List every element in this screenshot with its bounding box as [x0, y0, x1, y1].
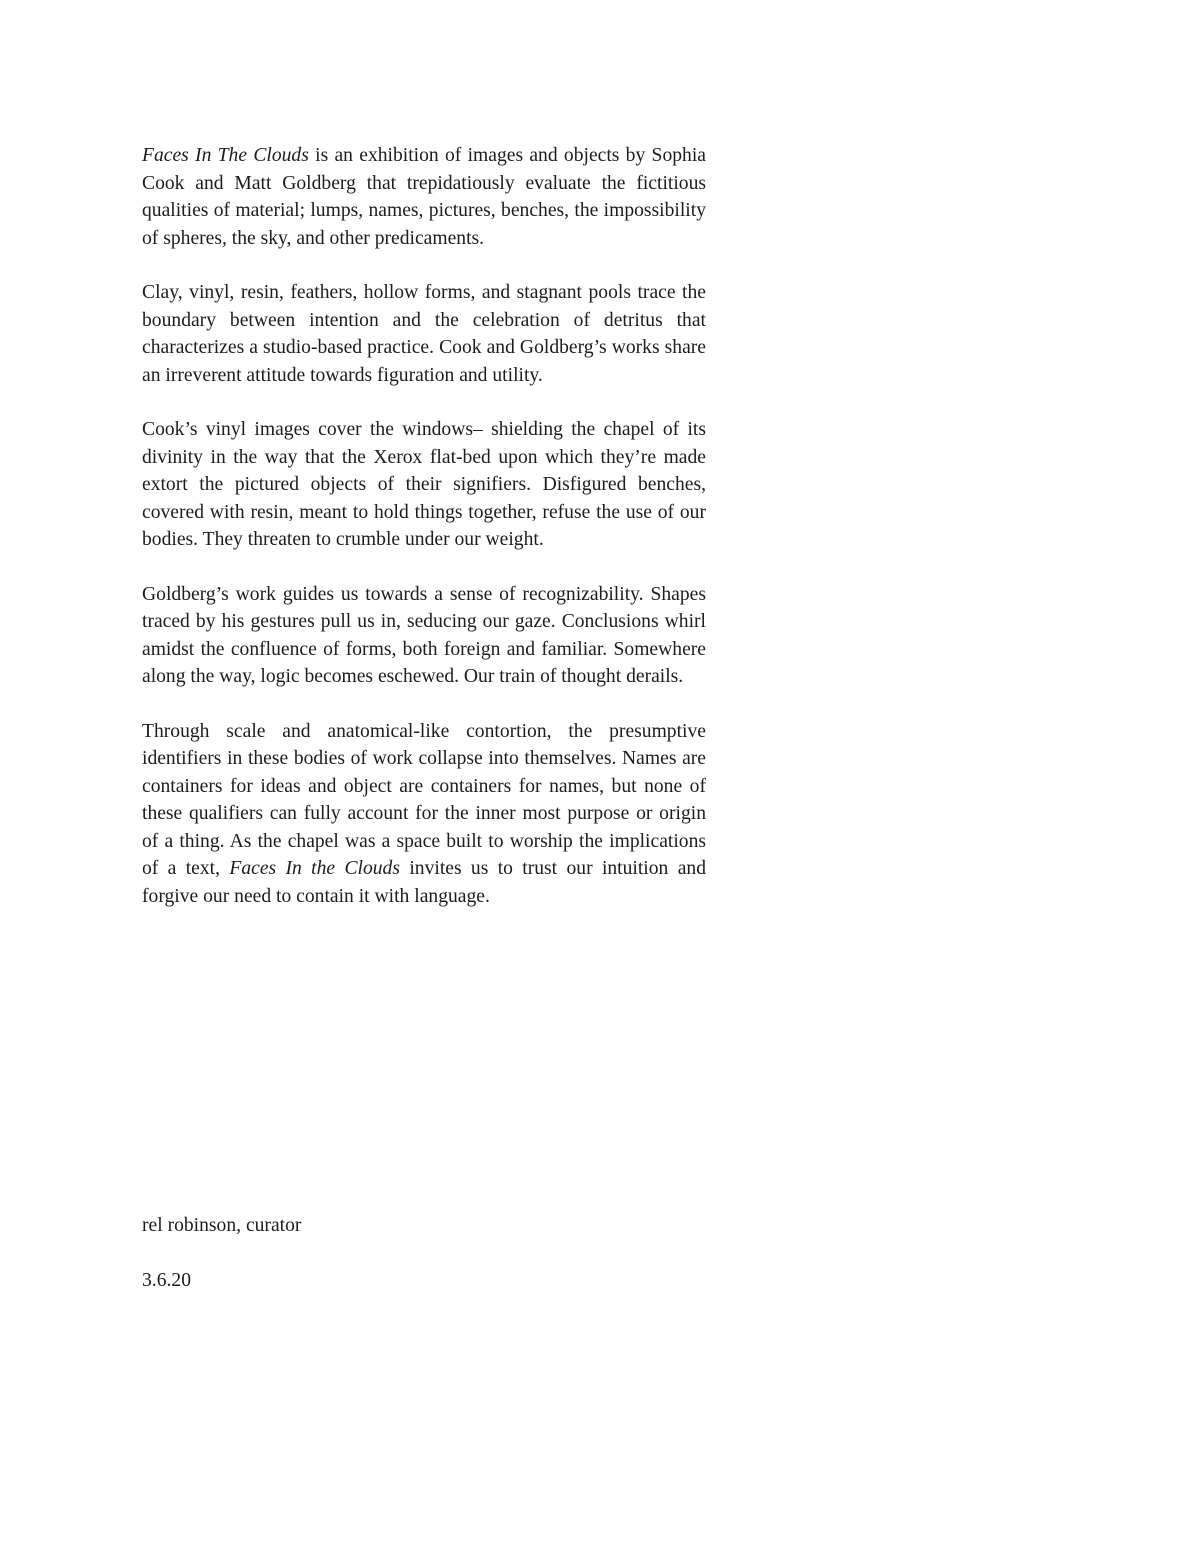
- paragraph-goldberg: [142, 581, 706, 691]
- paragraph-text: Cook’s vinyl images cover the windows– shielding the chapel of its divinity in the way that the Xerox flat-bed upon which they’re made extort the pictured objects of their signifiers. Disfigured benches, covered with resin, meant to hold things together, refuse the use of our bodies. They threaten to crumble under our weight.: [142, 419, 706, 550]
- essay-body: [142, 142, 706, 937]
- paragraph-text: is an exhibition of images and objects by Sophia Cook and Matt Goldberg that trepidatiously evaluate the fictitious qualities of material; lumps, names, pictures, benches, the impossibility of spheres, the sky, and other predicaments.: [142, 145, 706, 249]
- curator-signature: rel robinson, curator: [142, 1215, 302, 1236]
- document-date: 3.6.20: [142, 1270, 191, 1291]
- exhibition-title: Faces In The Clouds: [142, 145, 309, 166]
- paragraph-intro: [142, 142, 706, 252]
- paragraph-conclusion: [142, 718, 706, 911]
- paragraph-materials: [142, 279, 706, 389]
- paragraph-text: Clay, vinyl, resin, feathers, hollow forms, and stagnant pools trace the boundary between intention and the celebration of detritus that characterizes a studio-based practice. Cook and Goldberg’s works share an irreverent attitude towards figuration and utility.: [142, 282, 706, 386]
- paragraph-text: Goldberg’s work guides us towards a sense of recognizability. Shapes traced by his gestures pull us in, seducing our gaze. Conclusions whirl amidst the confluence of forms, both foreign and familiar. Somewhere along the way, logic becomes eschewed. Our train of thought derails.: [142, 583, 706, 687]
- paragraph-text: Through scale and anatomical-like contortion, the presumptive identifiers in these bodies of work collapse into themselves. Names are containers for ideas and object are containers for names, but none of these qualifiers can fully account for the inner most purpose or origin of a thing. As the chapel was a space built to worship the implications of a text,: [142, 720, 706, 879]
- paragraph-cook: [142, 416, 706, 554]
- exhibition-title: Faces In the Clouds: [229, 858, 400, 879]
- paragraph-text: invites us to trust our intuition and forgive our need to contain it with language.: [142, 858, 706, 907]
